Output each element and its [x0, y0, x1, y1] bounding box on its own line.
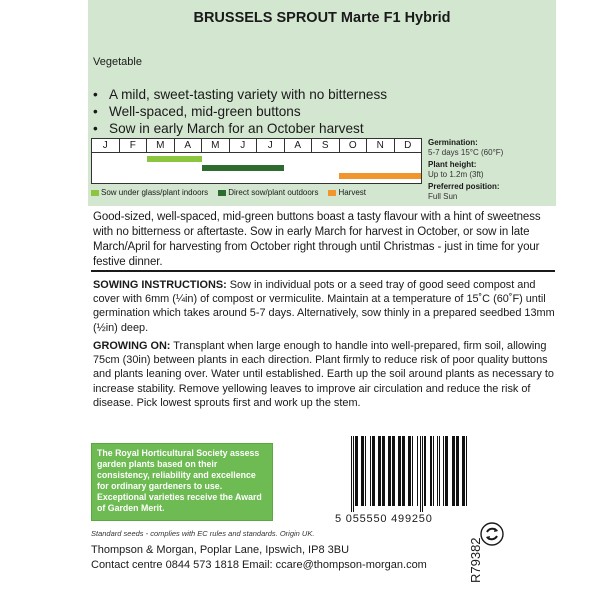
plant-height-value: Up to 1.2m (3ft) — [428, 170, 484, 179]
growing-on — [93, 339, 555, 410]
barcode-bar — [466, 436, 467, 506]
month-cell: O — [340, 139, 368, 152]
month-cell: N — [367, 139, 395, 152]
barcode-bars — [349, 436, 471, 512]
growing-on-heading: GROWING ON: — [93, 340, 171, 352]
barcode-bar — [420, 436, 421, 512]
barcode-bar — [402, 436, 405, 506]
product-code: R79382 — [468, 537, 483, 583]
month-cell: A — [285, 139, 313, 152]
barcode-bar — [365, 436, 366, 506]
barcode-bar — [388, 436, 391, 506]
company-address: Thompson & Morgan, Poplar Lane, Ipswich, IP8 3BU — [91, 544, 350, 556]
barcode — [335, 436, 477, 524]
germination-value: 5-7 days 15°C (60°F) — [428, 148, 504, 157]
month-cell: M — [147, 139, 175, 152]
month-cell: J — [257, 139, 285, 152]
legend-label: Direct sow/plant outdoors — [228, 188, 319, 197]
barcode-bar — [355, 436, 358, 506]
barcode-bar — [424, 436, 426, 506]
barcode-bar — [392, 436, 395, 506]
month-cell: J — [230, 139, 258, 152]
barcode-bar — [433, 436, 434, 506]
barcode-bar — [382, 436, 385, 506]
barcode-bar — [398, 436, 401, 506]
description-text: Good-sized, well-spaced, mid-green buttons boast a tasty flavour with a hint of sweetness with no bitterness or aftertaste. Sow in early March for harvest in October, or sow in late March/April for harvesting from October right through until Christmas - just in time for your festive dinner. — [93, 211, 541, 268]
legend-label: Sow under glass/plant indoors — [101, 188, 209, 197]
barcode-bar — [378, 436, 381, 506]
month-cell: F — [120, 139, 148, 152]
barcode-bar — [417, 436, 418, 506]
barcode-bar — [437, 436, 438, 506]
legend-label: Harvest — [338, 188, 367, 197]
month-cell: J — [92, 139, 120, 152]
barcode-bar — [408, 436, 411, 506]
sowing-calendar — [91, 138, 422, 184]
sowing-instructions — [93, 278, 555, 335]
calendar-bar-2 — [202, 165, 284, 171]
barcode-bar — [443, 436, 444, 506]
barcode-bar — [370, 436, 371, 506]
calendar-bar-3 — [339, 173, 421, 179]
position-label: Preferred position: — [428, 182, 500, 191]
legend-item — [218, 188, 318, 197]
feature-item: • Sow in early March for an October harvest — [93, 120, 387, 137]
barcode-number: 5 055550 499250 — [335, 513, 433, 525]
barcode-bar — [361, 436, 364, 506]
rhs-info-box: The Royal Horticultural Society assess garden plants based on their consistency, reliability and excellence for ordinary gardeners to use. Exceptional varieties receive the Award of Garden Merit. — [91, 443, 273, 521]
legend-item — [91, 188, 208, 197]
sowing-heading: SOWING INSTRUCTIONS: — [93, 279, 227, 291]
month-row — [92, 139, 421, 153]
month-cell: S — [312, 139, 340, 152]
month-cell: A — [175, 139, 203, 152]
recycle-icon — [480, 522, 504, 546]
barcode-bar — [462, 436, 465, 506]
plant-height-label: Plant height: — [428, 160, 477, 169]
barcode-bar — [445, 436, 448, 506]
barcode-bar — [412, 436, 413, 506]
growing-info — [428, 138, 552, 204]
month-cell: M — [202, 139, 230, 152]
calendar-legend — [91, 188, 376, 197]
month-cell: D — [404, 140, 412, 151]
feature-item: • A mild, sweet-tasting variety with no bitterness — [93, 86, 387, 103]
barcode-bar — [452, 436, 455, 506]
legend-swatch-sow-indoors — [91, 190, 99, 196]
legend-swatch-sow-outdoors — [218, 190, 226, 196]
barcode-bar — [353, 436, 354, 512]
legend-swatch-harvest — [328, 190, 336, 196]
calendar-bar-1 — [147, 156, 202, 162]
barcode-bar — [430, 436, 432, 506]
barcode-bar — [372, 436, 375, 506]
standard-note: Standard seeds - complies with EC rules and standards. Origin UK. — [91, 529, 315, 538]
position-value: Full Sun — [428, 192, 458, 201]
category-label: Vegetable — [93, 56, 142, 68]
barcode-bar — [456, 436, 459, 506]
barcode-bar — [422, 436, 423, 512]
legend-item — [328, 188, 366, 197]
barcode-bar — [439, 436, 440, 506]
barcode-bar — [351, 436, 352, 512]
germination-label: Germination: — [428, 138, 478, 147]
feature-list — [93, 86, 387, 137]
contact-info: Contact centre 0844 573 1818 Email: ccare@thompson-morgan.com — [91, 559, 427, 571]
feature-item: • Well-spaced, mid-green buttons — [93, 103, 387, 120]
divider — [91, 270, 555, 272]
product-title: BRUSSELS SPROUT Marte F1 Hybrid — [193, 10, 451, 26]
growing-on-text: Transplant when large enough to handle into well-prepared, firm soil, allowing 75cm (30in) between plants in each direction. Plant firmly to reduce risk of poor quality buttons and plants leaning over. Water until established. Earth up the soil around plants as necessary to increase stability. Remove yellowing leaves to improve air circulation and reduce the risk of disease. Pick lowest sprouts first and work up the stem. — [93, 340, 554, 409]
sowing-text: Sow in individual pots or a seed tray of good seed compost and cover with 6mm (¼in) of compost or vermiculite. Maintain at a temperature of 15˚C (60˚F) until germination which takes around 5-7 days. Alternatively, sow thinly in a prepared seedbed 13mm (½in) deep. — [93, 279, 555, 334]
